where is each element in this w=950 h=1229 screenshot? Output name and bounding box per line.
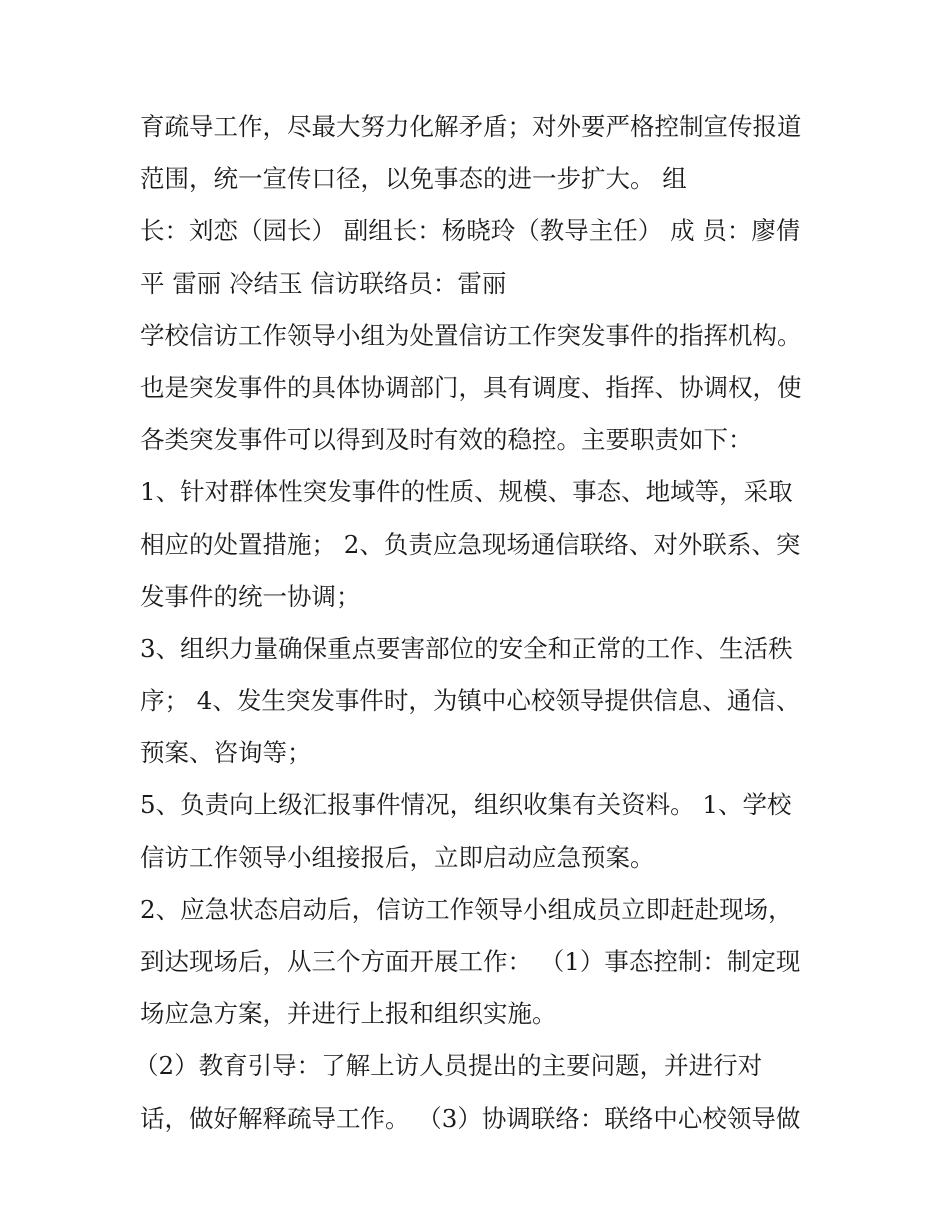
text-line-14: 5、负责向上级汇报事件情况，组织收集有关资料。 1、学校 <box>140 790 792 820</box>
text-line-20: 话，做好解释疏导工作。 （3）协调联络：联络中心校领导做 <box>140 1103 801 1133</box>
text-line-12: 序； 4、发生突发事件时，为镇中心校领导提供信息、通信、 <box>140 686 801 716</box>
document-body <box>134 108 830 1152</box>
text-line-8: 1、针对群体性突发事件的性质、规模、事态、地域等，采取 <box>140 477 793 507</box>
text-line-13: 预案、咨询等； <box>140 738 312 768</box>
text-line-2: 范围，统一宣传口径，以免事态的进一步扩大。 组 <box>140 164 687 194</box>
text-line-6: 也是突发事件的具体协调部门，具有调度、指挥、协调权，使 <box>140 372 802 402</box>
text-line-18: 场应急方案，并进行上报和组织实施。 <box>140 999 557 1029</box>
text-line-5: 学校信访工作领导小组为处置信访工作突发事件的指挥机构。 <box>140 320 802 350</box>
text-line-11: 3、组织力量确保重点要害部位的安全和正常的工作、生活秩 <box>140 633 793 663</box>
text-line-19: （2）教育引导：了解上访人员提出的主要问题，并进行对 <box>134 1051 763 1081</box>
text-line-9: 相应的处置措施； 2、负责应急现场通信联络、对外联系、突 <box>140 529 801 559</box>
text-line-3: 长：刘恋（园长） 副组长：杨晓玲（教导主任） 成 员：廖倩 <box>140 216 801 246</box>
text-line-17: 到达现场后，从三个方面开展工作： （1）事态控制：制定现 <box>140 947 801 976</box>
text-line-1: 育疏导工作，尽最大努力化解矛盾；对外要严格控制宣传报道 <box>140 112 802 141</box>
text-line-10: 发事件的统一协调； <box>140 581 361 611</box>
text-line-15: 信访工作领导小组接报后，立即启动应急预案。 <box>140 842 655 872</box>
text-line-4: 平 雷丽 冷结玉 信访联络员：雷丽 <box>140 268 507 298</box>
text-line-16: 2、应急状态启动后，信访工作领导小组成员立即赶赴现场， <box>140 894 793 924</box>
text-line-7: 各类突发事件可以得到及时有效的稳控。主要职责如下： <box>140 425 753 455</box>
